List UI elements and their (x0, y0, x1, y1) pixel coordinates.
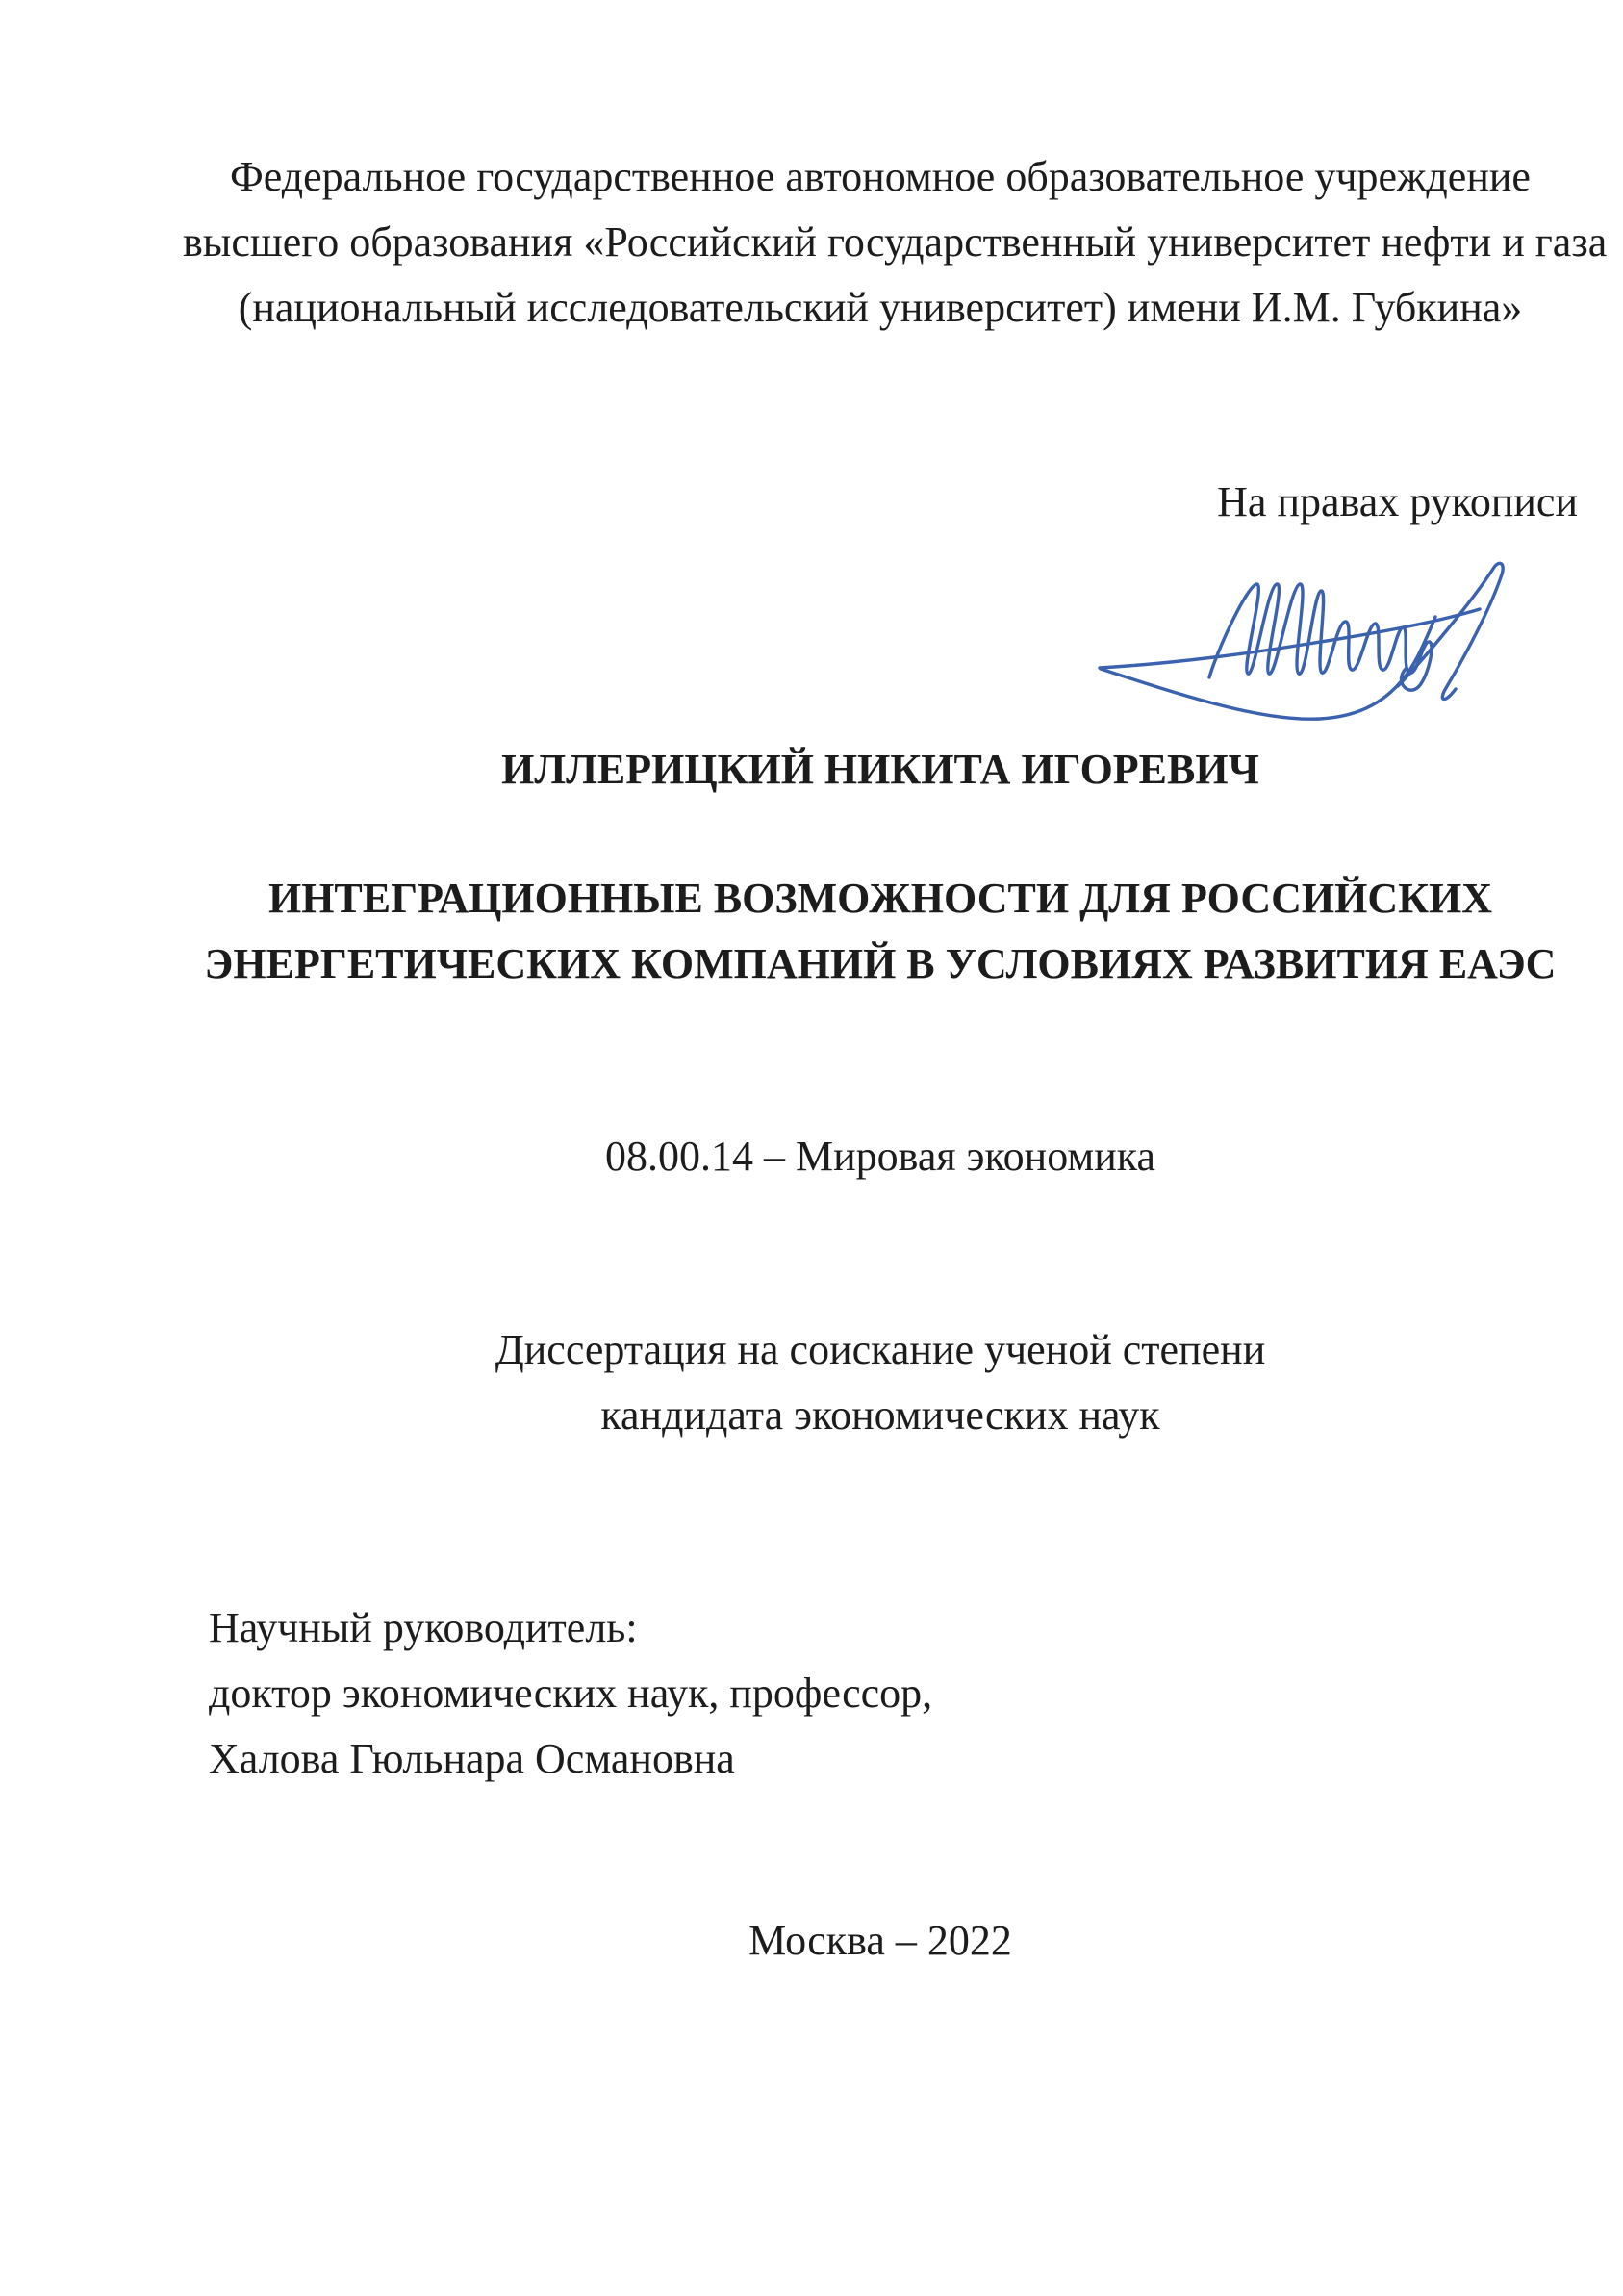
title-line-2: ЭНЕРГЕТИЧЕСКИХ КОМПАНИЙ В УСЛОВИЯХ РАЗВИТИЯ ЕАЭС (204, 940, 1557, 987)
degree-line-1: Диссертация на соискание ученой степени (495, 1326, 1266, 1373)
supervisor-degree: доктор экономических наук, профессор, (209, 1670, 933, 1717)
institution-line-3: (национальный исследовательский университет) имени И.М. Губкина» (238, 284, 1523, 331)
institution-header (183, 144, 1608, 341)
supervisor-name: Халова Гюльнара Османовна (209, 1735, 735, 1782)
institution-line-1: Федеральное государственное автономное образовательное учреждение (230, 153, 1531, 200)
signature-graphic (1078, 534, 1539, 755)
handwritten-signature (1078, 534, 1539, 755)
degree-statement (183, 1317, 1578, 1448)
degree-line-2: кандидата экономических наук (600, 1391, 1160, 1439)
title-line-1: ИНТЕГРАЦИОННЫЕ ВОЗМОЖНОСТИ ДЛЯ РОССИЙСКИХ (267, 875, 1493, 922)
supervisor-info (209, 1595, 1267, 1792)
manuscript-rights-note: На правах рукописи (1217, 478, 1578, 525)
author-name: ИЛЛЕРИЦКИЙ НИКИТА ИГОРЕВИЧ (501, 746, 1259, 793)
institution-line-2: высшего образования «Российский государственный университет нефти и газа (183, 218, 1608, 266)
supervisor-label: Научный руководитель: (209, 1604, 638, 1651)
specialty-code: 08.00.14 – Мировая экономика (605, 1133, 1155, 1180)
city-year: Москва – 2022 (748, 1917, 1012, 1964)
dissertation-title (183, 866, 1578, 997)
